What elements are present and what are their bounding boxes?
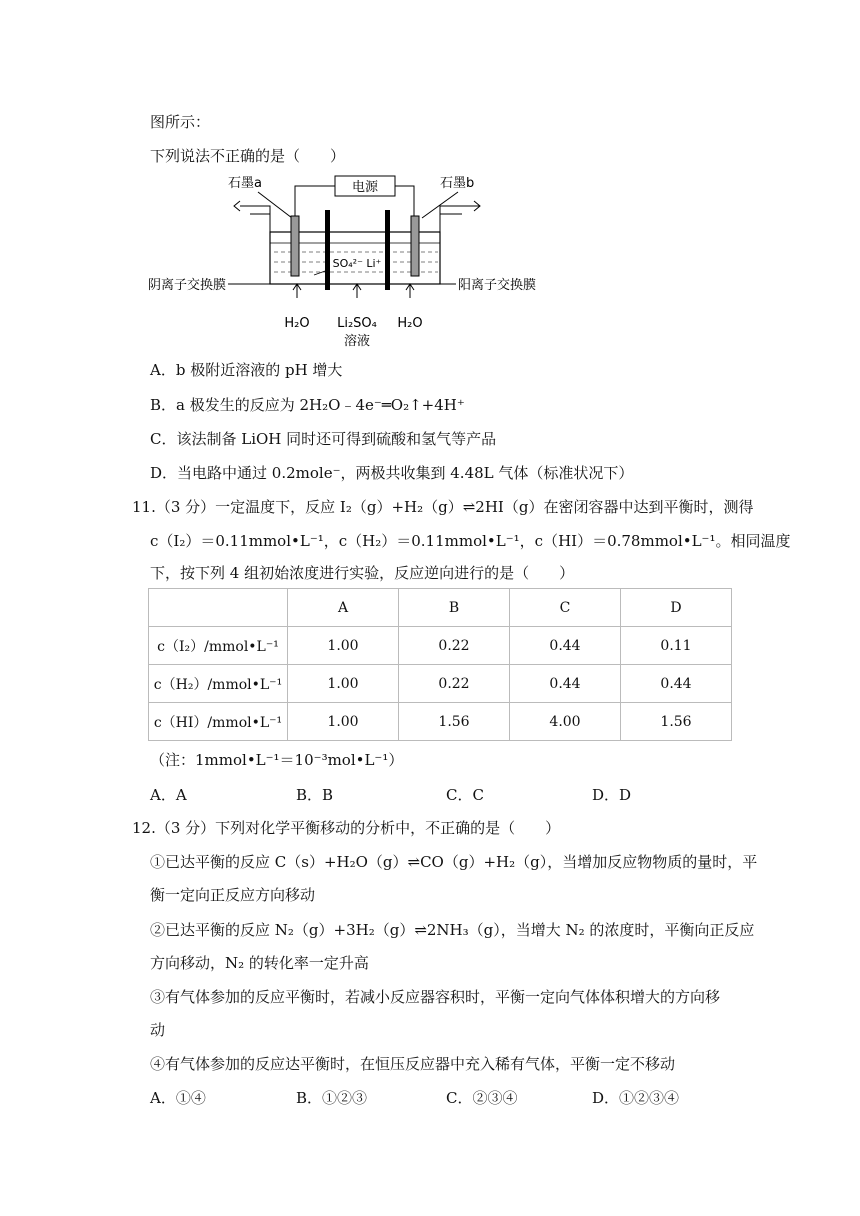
electrode-b-label: 石墨b [440, 176, 475, 191]
table-cell: 0.22 [399, 627, 510, 665]
electrode-a-label: 石墨a [228, 176, 262, 191]
q11-option-a[interactable]: A．A [150, 786, 187, 804]
q12-statement-1a: ①已达平衡的反应 C（s）+H₂O（g）⇌CO（g）+H₂（g），当增加反应物物质的量时，平 [150, 853, 758, 871]
table-row [149, 703, 732, 741]
table-cell: c（I₂）/mmol•L⁻¹ [149, 627, 288, 665]
q10-option-a[interactable]: A．b 极附近溶液的 pH 增大 [150, 361, 343, 379]
table-cell: 0.44 [510, 665, 621, 703]
electrode-a [291, 216, 299, 276]
electrode-b [411, 216, 419, 276]
table-cell: 1.00 [288, 627, 399, 665]
q11-option-b[interactable]: B．B [296, 786, 334, 804]
power-label: 电源 [351, 180, 379, 195]
q12-title: 12.（3 分）下列对化学平衡移动的分析中，不正确的是（ ） [132, 819, 561, 837]
inlet-mid-2: 溶液 [343, 334, 371, 349]
q12-option-c[interactable]: C．②③④ [446, 1089, 518, 1107]
q11-option-d[interactable]: D．D [592, 786, 632, 804]
concentration-table [148, 588, 732, 741]
q12-statement-3b: 动 [150, 1021, 166, 1039]
table-row [149, 627, 732, 665]
q12-statement-4: ④有气体参加的反应达平衡时，在恒压反应器中充入稀有气体，平衡一定不移动 [150, 1055, 676, 1073]
table-cell: 1.00 [288, 703, 399, 741]
ions-label: SO₄²⁻ Li⁺ [332, 257, 382, 270]
q10-option-d[interactable]: D．当电路中通过 0.2mole⁻，两极共收集到 4.48L 气体（标准状况下） [150, 464, 634, 482]
table-cell: 0.44 [510, 627, 621, 665]
table-cell: c（HI）/mmol•L⁻¹ [149, 703, 288, 741]
inlet-mid: Li₂SO₄ [337, 316, 377, 331]
table-header-cell: C [510, 589, 621, 627]
q11-option-c[interactable]: C．C [446, 786, 484, 804]
q11-line-3: 下，按下列 4 组初始浓度进行实验，反应逆向进行的是（ ） [150, 564, 575, 582]
q12-option-b[interactable]: B．①②③ [296, 1089, 368, 1107]
q12-statement-1b: 衡一定向正反应方向移动 [150, 886, 316, 904]
q11-note: （注：1mmol•L⁻¹＝10⁻³mol•L⁻¹） [150, 751, 404, 769]
table-cell: 0.22 [399, 665, 510, 703]
table-cell: 0.44 [621, 665, 732, 703]
q12-statement-2a: ②已达平衡的反应 N₂（g）+3H₂（g）⇌2NH₃（g），当增大 N₂ 的浓度时，平衡向正反应 [150, 921, 755, 939]
inlet-right: H₂O [397, 316, 423, 331]
table-header-cell [149, 589, 288, 627]
table-header-cell: B [399, 589, 510, 627]
table-cell: c（H₂）/mmol•L⁻¹ [149, 665, 288, 703]
q11-line-2: c（I₂）＝0.11mmol•L⁻¹，c（H₂）＝0.11mmol•L⁻¹，c（HI）＝0.78mmol•L⁻¹。相同温度 [150, 532, 791, 550]
table-header-cell: A [288, 589, 399, 627]
table-cell: 0.11 [621, 627, 732, 665]
q12-option-d[interactable]: D．①②③④ [592, 1089, 680, 1107]
table-row [149, 665, 732, 703]
cation-membrane [385, 210, 390, 290]
cation-membrane-label: 阳离子交换膜 [458, 278, 537, 293]
q12-option-a[interactable]: A．①④ [150, 1089, 206, 1107]
table-cell: 1.56 [399, 703, 510, 741]
electrolysis-diagram [140, 170, 580, 355]
q10-option-b[interactable]: B．a 极发生的反应为 2H₂O﹣4e⁻═O₂↑+4H⁺ [150, 396, 465, 414]
q12-statement-2b: 方向移动，N₂ 的转化率一定升高 [150, 954, 369, 972]
table-cell: 4.00 [510, 703, 621, 741]
inlet-left: H₂O [284, 316, 310, 331]
q10-prompt: 下列说法不正确的是（ ） [150, 147, 346, 165]
table-cell: 1.00 [288, 665, 399, 703]
table-cell: 1.56 [621, 703, 732, 741]
anion-membrane [325, 210, 330, 290]
table-header-row [149, 589, 732, 627]
q11-line-1: 11.（3 分）一定温度下，反应 I₂（g）+H₂（g）⇌2HI（g）在密闭容器中达到平衡时，测得 [132, 498, 754, 516]
anion-membrane-label: 阴离子交换膜 [148, 278, 227, 293]
intro-tail: 图所示： [150, 113, 211, 131]
q12-statement-3a: ③有气体参加的反应平衡时，若减小反应器容积时，平衡一定向气体体积增大的方向移 [150, 988, 721, 1006]
table-header-cell: D [621, 589, 732, 627]
q10-option-c[interactable]: C．该法制备 LiOH 同时还可得到硫酸和氢气等产品 [150, 430, 497, 448]
